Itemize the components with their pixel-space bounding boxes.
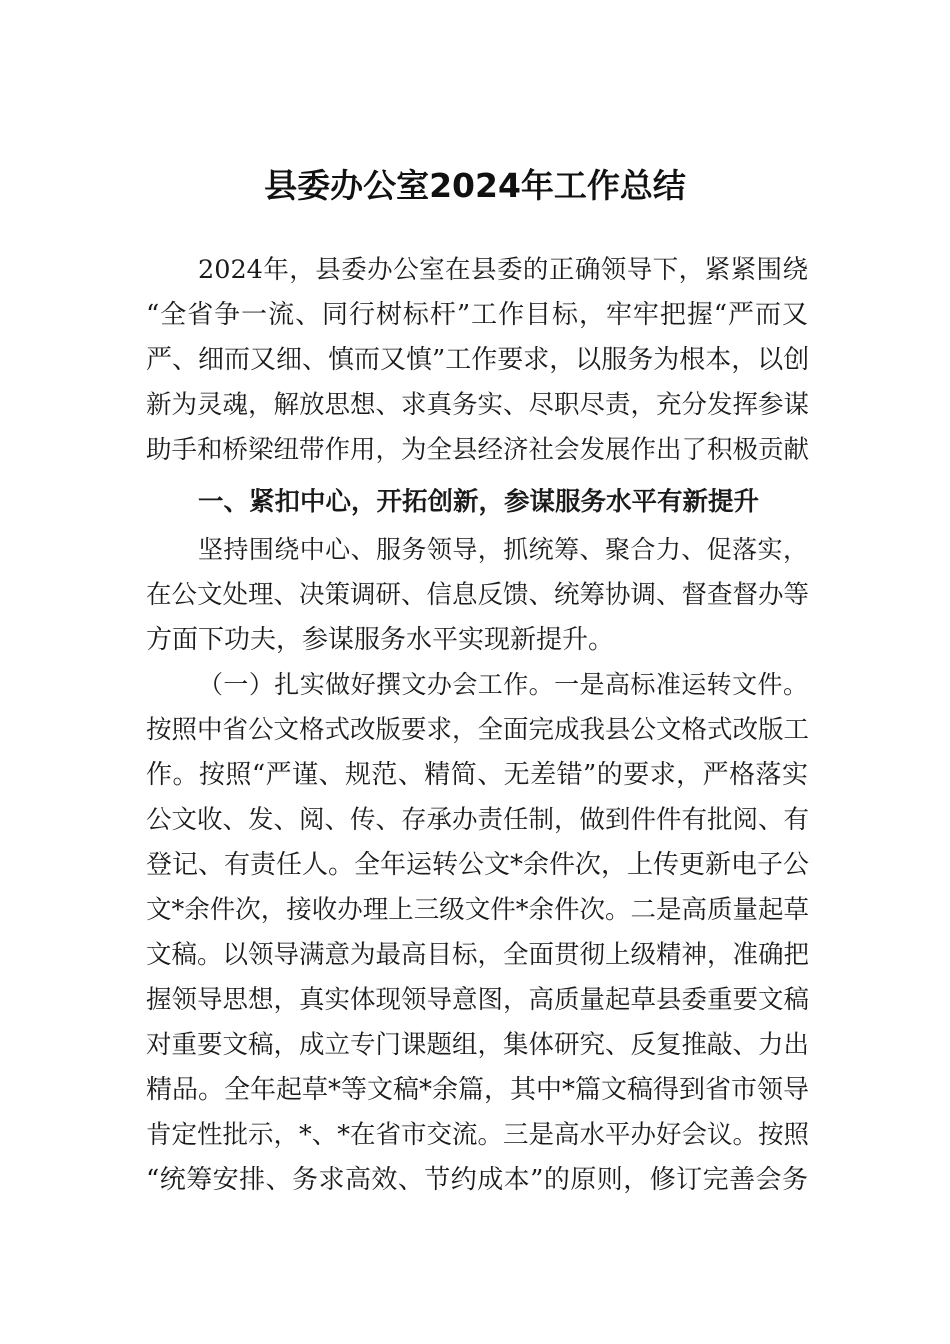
paragraph-line: 精品。全年起草*等文稿*余篇，其中*篇文稿得到省市领导 <box>146 1075 810 1105</box>
paragraph-line: 助手和桥梁纽带作用，为全县经济社会发展作出了积极贡献 <box>146 435 810 465</box>
paragraph-line: 2024年，县委办公室在县委的正确领导下，紧紧围绕 <box>198 255 808 285</box>
paragraph-line: 按照中省公文格式改版要求，全面完成我县公文格式改版工 <box>146 715 810 745</box>
paragraph-line: 方面下功夫，参谋服务水平实现新提升。 <box>146 625 615 655</box>
paragraph-line: 握领导思想，真实体现领导意图，高质量起草县委重要文稿 <box>146 985 810 1015</box>
paragraph-line: 严、细而又细、慎而又慎”工作要求，以服务为根本，以创 <box>146 345 810 375</box>
section-heading: 一、紧扣中心，开拓创新，参谋服务水平有新提升 <box>198 487 760 517</box>
document-title: 县委办公室2024年工作总结 <box>264 166 686 205</box>
paragraph-line: “统筹安排、务求高效、节约成本”的原则，修订完善会务 <box>146 1165 808 1195</box>
paragraph-line: 文稿。以领导满意为最高目标，全面贯彻上级精神，准确把 <box>146 940 810 970</box>
paragraph-line: 坚持围绕中心、服务领导，抓统筹、聚合力、促落实， <box>198 535 808 564</box>
paragraph-line: 新为灵魂，解放思想、求真务实、尽职尽责，充分发挥参谋 <box>146 390 810 420</box>
paragraph-line: 肯定性批示，*、*在省市交流。三是高水平办好会议。按照 <box>146 1120 810 1150</box>
paragraph-line: 对重要文稿，成立专门课题组，集体研究、反复推敲、力出 <box>146 1030 810 1060</box>
paragraph-line: 在公文处理、决策调研、信息反馈、统筹协调、督查督办等 <box>146 580 810 610</box>
paragraph-line: “全省争一流、同行树标杆”工作目标，牢牢把握“严而又 <box>146 300 808 330</box>
paragraph-line: 文*余件次，接收办理上三级文件*余件次。二是高质量起草 <box>146 895 810 925</box>
paragraph-line: 公文收、发、阅、传、存承办责任制，做到件件有批阅、有 <box>146 805 810 835</box>
subsection-heading-line: （一）扎实做好撰文办会工作。一是高标准运转文件。 <box>198 670 808 699</box>
paragraph-line: 登记、有责任人。全年运转公文*余件次，上传更新电子公 <box>146 850 810 880</box>
paragraph-line: 作。按照“严谨、规范、精简、无差错”的要求，严格落实 <box>146 760 808 790</box>
